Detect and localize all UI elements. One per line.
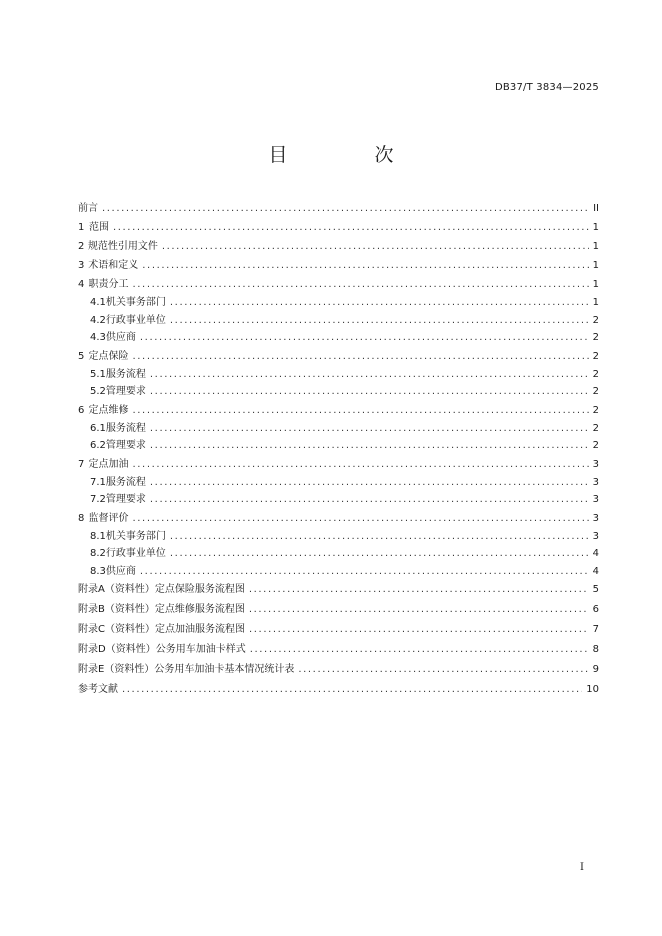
toc-entry-number: 5.2 bbox=[90, 386, 106, 397]
toc-entry-page: 3 bbox=[592, 494, 599, 505]
toc-entry-page: 7 bbox=[592, 624, 599, 635]
toc-entry-page: 2 bbox=[592, 332, 599, 343]
toc-entry-number: 8.1 bbox=[90, 530, 106, 542]
toc-entry[interactable] bbox=[78, 366, 599, 384]
toc-entry-number: 7.2 bbox=[90, 494, 106, 505]
toc-entry-page: 4 bbox=[592, 548, 599, 559]
page-title: 目 次 bbox=[268, 144, 428, 166]
toc-entry-label: 管理要求 bbox=[105, 440, 146, 451]
toc-entry-page: 6 bbox=[592, 604, 599, 615]
toc-entry[interactable] bbox=[78, 509, 599, 528]
toc-entry-number: 8 bbox=[78, 512, 85, 524]
toc-entry-number: 4.1 bbox=[90, 297, 106, 308]
toc-leader-dots bbox=[133, 347, 589, 366]
toc-entry-page: 2 bbox=[592, 404, 599, 416]
toc-entry[interactable] bbox=[78, 347, 599, 366]
toc-entry-number: 8.2 bbox=[90, 548, 106, 559]
toc-entry[interactable] bbox=[78, 275, 599, 294]
toc-entry-page: 4 bbox=[592, 565, 599, 577]
toc-entry-label: 供应商 bbox=[105, 332, 136, 343]
toc-entry-label: 管理要求 bbox=[105, 494, 146, 505]
toc-entry-page: 5 bbox=[592, 584, 599, 595]
toc-leader-dots bbox=[162, 237, 589, 256]
toc-entry[interactable] bbox=[78, 312, 599, 330]
toc-entry-number: 5.1 bbox=[90, 368, 106, 380]
toc-entry-number: 附录A（资料性） bbox=[78, 584, 155, 595]
toc-entry-page: 8 bbox=[592, 644, 599, 655]
toc-entry[interactable] bbox=[78, 420, 599, 438]
toc-entry-label: 服务流程 bbox=[105, 368, 146, 380]
toc-entry-label: 术语和定义 bbox=[88, 260, 139, 271]
toc-leader-dots bbox=[170, 312, 589, 330]
toc-leader-dots bbox=[249, 580, 589, 600]
toc-entry-number: 4.3 bbox=[90, 332, 106, 343]
toc-entry[interactable] bbox=[78, 528, 599, 546]
toc-leader-dots bbox=[170, 528, 589, 546]
toc-entry-page: II bbox=[593, 203, 599, 214]
toc-entry-label: 职责分工 bbox=[88, 279, 129, 290]
toc-entry-page: 3 bbox=[592, 476, 599, 488]
toc-entry[interactable] bbox=[78, 580, 599, 600]
toc-entry-number: 附录B（资料性） bbox=[78, 604, 155, 615]
toc-entry[interactable] bbox=[78, 329, 599, 347]
toc-entry-number: 附录D（资料性） bbox=[78, 644, 156, 655]
toc-leader-dots bbox=[133, 509, 589, 528]
toc-leader-dots bbox=[170, 545, 589, 563]
toc-entry-label: 公务用车加油卡基本情况统计表 bbox=[154, 664, 295, 675]
toc-entry-label: 规范性引用文件 bbox=[87, 241, 158, 252]
toc-entry-label: 供应商 bbox=[105, 565, 136, 577]
toc-entry[interactable] bbox=[78, 294, 599, 312]
toc-leader-dots bbox=[133, 455, 589, 474]
toc-entry-number: 4.2 bbox=[90, 314, 106, 326]
toc-entry-label: 管理要求 bbox=[105, 386, 146, 397]
toc-leader-dots bbox=[250, 640, 589, 660]
toc-entry-label: 公务用车加油卡样式 bbox=[155, 644, 246, 655]
toc-entry-label: 监督评价 bbox=[88, 512, 129, 524]
toc-entry-label: 定点维修 bbox=[88, 404, 129, 416]
toc-entry-number: 附录C（资料性） bbox=[78, 624, 155, 635]
toc-entry-number: 5 bbox=[78, 350, 85, 362]
toc-leader-dots bbox=[150, 366, 589, 384]
toc-entry-number: 6 bbox=[78, 404, 85, 416]
toc-entry[interactable] bbox=[78, 474, 599, 492]
toc-leader-dots bbox=[142, 256, 588, 275]
toc-entry[interactable] bbox=[78, 383, 599, 401]
toc-leader-dots bbox=[150, 437, 589, 455]
toc-leader-dots bbox=[249, 620, 589, 640]
toc-entry-label: 定点加油 bbox=[88, 458, 129, 470]
toc-entry[interactable] bbox=[78, 491, 599, 509]
toc-entry-number: 6.2 bbox=[90, 440, 106, 451]
toc-leader-dots bbox=[249, 600, 589, 620]
toc-entry[interactable] bbox=[78, 455, 599, 474]
toc-entry-page: 2 bbox=[592, 386, 599, 397]
toc-leader-dots bbox=[150, 491, 589, 509]
toc-entry-label: 参考文献 bbox=[78, 684, 118, 695]
toc-leader-dots bbox=[150, 420, 589, 438]
toc-entry-page: 3 bbox=[592, 512, 599, 524]
toc-entry-number: 2 bbox=[78, 241, 85, 252]
toc-entry-number: 7 bbox=[78, 458, 85, 470]
toc-entry-label: 范围 bbox=[88, 222, 109, 233]
page-number: I bbox=[580, 862, 584, 873]
toc-entry-number: 附录E（资料性） bbox=[78, 664, 155, 675]
toc-entry[interactable] bbox=[78, 199, 599, 218]
toc-entry-page: 1 bbox=[592, 241, 599, 252]
toc-entry-label: 行政事业单位 bbox=[105, 548, 166, 559]
toc-entry-label: 定点保险 bbox=[88, 350, 129, 362]
toc-leader-dots bbox=[150, 474, 589, 492]
toc-entry-number: 3 bbox=[78, 260, 85, 271]
toc-entry-page: 10 bbox=[586, 684, 599, 695]
toc-entry[interactable] bbox=[78, 437, 599, 455]
toc-entry-label: 行政事业单位 bbox=[105, 314, 166, 326]
toc-leader-dots bbox=[113, 218, 589, 237]
toc-entry[interactable] bbox=[78, 545, 599, 563]
toc-entry-label: 服务流程 bbox=[105, 422, 146, 434]
toc-entry-label: 定点维修服务流程图 bbox=[154, 604, 245, 615]
toc-entry[interactable] bbox=[78, 237, 599, 256]
toc-leader-dots bbox=[133, 275, 589, 294]
toc-entry-number: 7.1 bbox=[90, 476, 106, 488]
toc-leader-dots bbox=[298, 660, 588, 680]
toc-entry[interactable] bbox=[78, 600, 599, 620]
toc-entry[interactable] bbox=[78, 620, 599, 640]
toc-leader-dots bbox=[140, 563, 589, 581]
toc-entry-label: 机关事务部门 bbox=[105, 530, 166, 542]
toc-entry[interactable] bbox=[78, 401, 599, 420]
toc-leader-dots bbox=[140, 329, 589, 347]
toc-entry-label: 服务流程 bbox=[105, 476, 146, 488]
toc-entry[interactable] bbox=[78, 563, 599, 581]
toc-entry-label: 定点保险服务流程图 bbox=[154, 584, 245, 595]
toc-entry[interactable] bbox=[78, 256, 599, 275]
toc-entry[interactable] bbox=[78, 680, 599, 699]
toc-entry-page: 1 bbox=[592, 222, 599, 233]
toc-leader-dots bbox=[133, 401, 589, 420]
toc-entry-number: 6.1 bbox=[90, 422, 106, 434]
toc-entry-label: 定点加油服务流程图 bbox=[154, 624, 245, 635]
standard-code: DB37/T 3834—2025 bbox=[494, 82, 599, 93]
toc-entry-page: 1 bbox=[592, 297, 599, 308]
toc-entry-page: 2 bbox=[592, 422, 599, 434]
toc-entry-number: 8.3 bbox=[90, 565, 106, 577]
toc-entry-page: 9 bbox=[592, 664, 599, 675]
toc-entry-page: 1 bbox=[592, 260, 599, 271]
toc-entry-label: 机关事务部门 bbox=[105, 297, 166, 308]
toc-entry-label: 前言 bbox=[78, 203, 98, 214]
toc-entry-page: 1 bbox=[592, 279, 599, 290]
toc-entry-number: 4 bbox=[78, 279, 85, 290]
toc-entry-page: 2 bbox=[592, 440, 599, 451]
toc-leader-dots bbox=[122, 680, 582, 699]
toc-entry-page: 3 bbox=[592, 458, 599, 470]
toc-leader-dots bbox=[150, 383, 589, 401]
toc-entry-page: 2 bbox=[592, 350, 599, 362]
toc-entry-page: 2 bbox=[592, 368, 599, 380]
toc-entry-page: 2 bbox=[592, 314, 599, 326]
toc-entry[interactable] bbox=[78, 660, 599, 680]
table-of-contents bbox=[78, 199, 599, 699]
toc-leader-dots bbox=[102, 199, 589, 218]
toc-entry-page: 3 bbox=[592, 530, 599, 542]
toc-entry[interactable] bbox=[78, 640, 599, 660]
toc-entry[interactable] bbox=[78, 218, 599, 237]
toc-leader-dots bbox=[170, 294, 589, 312]
toc-entry-number: 1 bbox=[78, 222, 85, 233]
